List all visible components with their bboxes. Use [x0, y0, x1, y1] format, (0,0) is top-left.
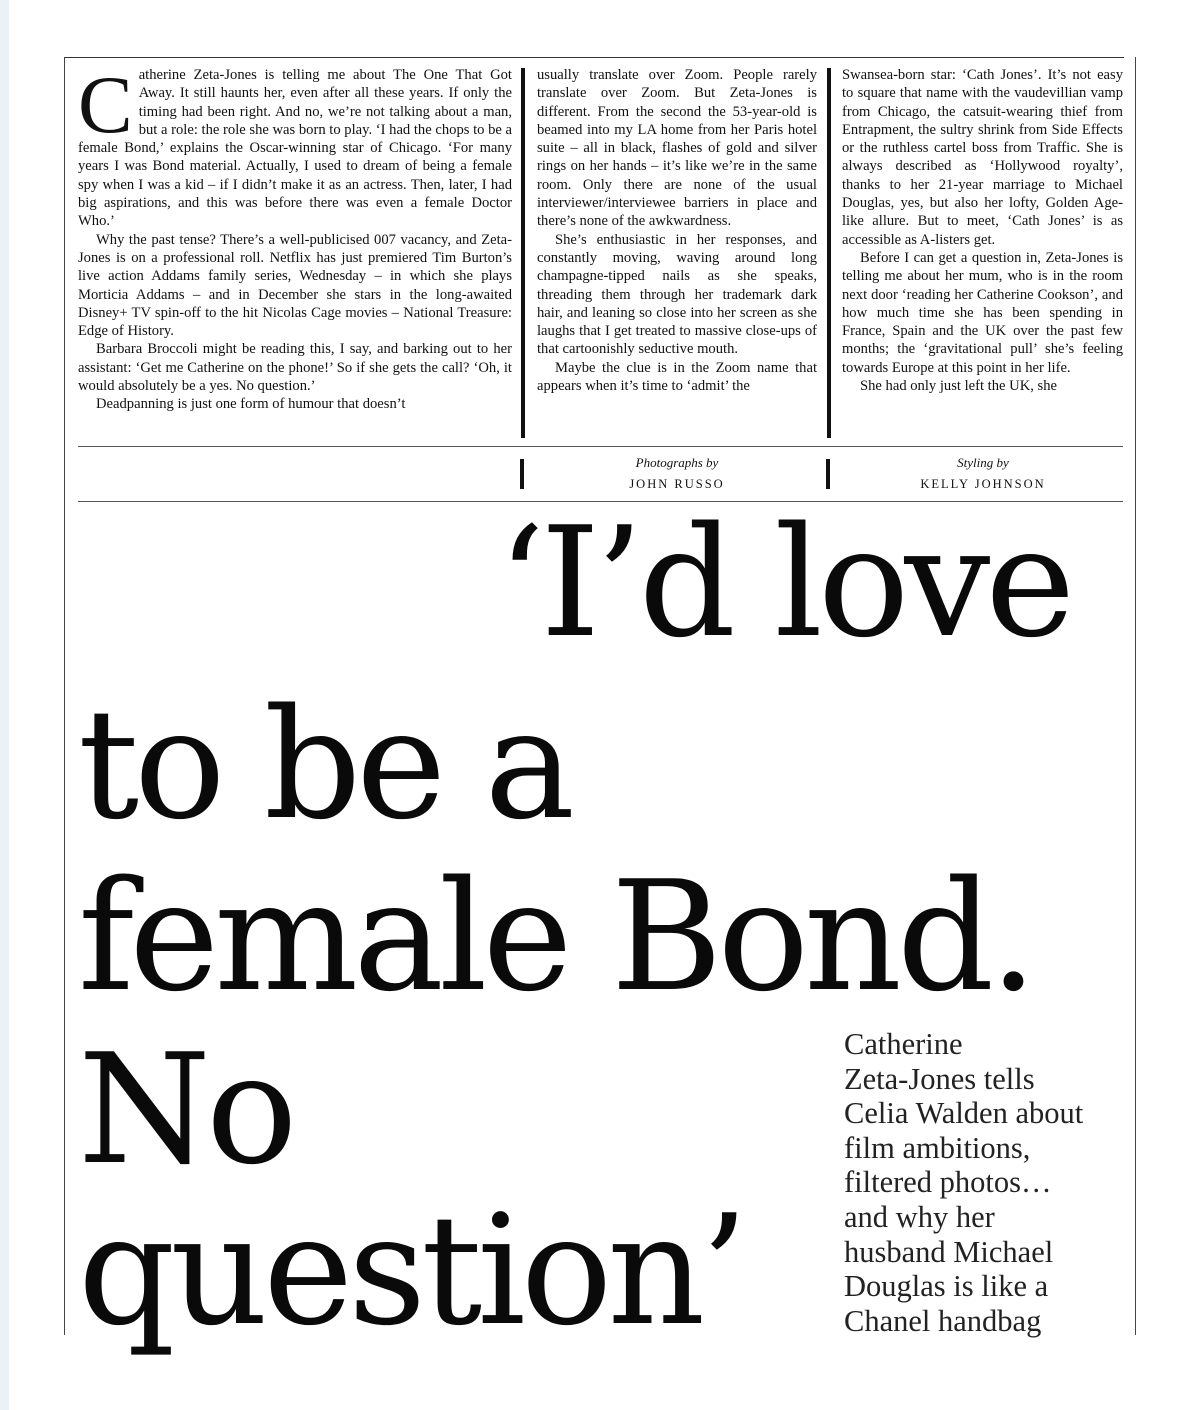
credits-top-rule [78, 446, 1123, 447]
paragraph-text: atherine Zeta-Jones is telling me about The One That Got Away. It still haunts her, even after all these years. If only the timing had been right. And no, we’re not talking about a man, but a role: the role she was born to play. ‘I had the chops to be a female Bond,’ explains the Oscar-winning star of Chicago. ‘For many years I was Bond material. Actually, I used to dream of being a female spy when I was a kid – if I didn’t make it as an actress. Then, later, I had big aspirations, and this was before there was even a female Doctor Who.’ [78, 67, 512, 230]
headline-line-3: female Bond. [78, 848, 1033, 1025]
styling-credit [853, 455, 1113, 492]
headline-line-4: No [78, 1021, 293, 1198]
article-paragraph: usually translate over Zoom. People rarely translate over Zoom. But Zeta-Jones is different. From the second the 53-year-old is beamed into my LA home from her Paris hotel suite – all in black, flashes of gold and silver rings on her hands – it’s like we’re in the same room. Only there are none of the usual interviewer/interviewee barriers in place and there’s none of the awkwardness. [537, 67, 817, 230]
frame-right-rule [1135, 57, 1136, 1335]
article-paragraph [78, 66, 512, 231]
standfirst-line: Catherine [844, 1027, 963, 1061]
page-edge-strip [0, 0, 9, 1410]
standfirst-line: film ambitions, [844, 1130, 1031, 1165]
headline-line-2: to be a [78, 676, 571, 853]
standfirst-line: Celia Walden about [844, 1096, 1084, 1131]
standfirst-line: Zeta-Jones tells [844, 1061, 1035, 1096]
frame-top-rule [64, 57, 1124, 58]
standfirst-line: filtered photos… [844, 1165, 1052, 1200]
article-paragraph: Deadpanning is just one form of humour that doesn’t [96, 396, 406, 413]
standfirst [844, 1027, 1129, 1338]
headline-line-5: question’ [78, 1182, 744, 1359]
article-column-1 [78, 66, 512, 438]
standfirst-line: Douglas is like a [844, 1269, 1049, 1304]
article-paragraph: She had only just left the UK, she [860, 378, 1057, 395]
article-paragraph: Before I can get a question in, Zeta-Jones is telling me about her mum, who is in the room next door ‘reading her Catherine Cookson’, and how much time she has been spending in France, Spain and the UK over the past few months; the ‘gravitational pull’ she’s feeling towards Europe at this point in her life. [842, 249, 1123, 376]
article-paragraph: Swansea-born star: ‘Cath Jones’. It’s not easy to square that name with the vaudevillian vamp from Chicago, the catsuit-wearing thief from Entrapment, the sultry shrink from Side Effects or the ruthless cartel boss from Traffic. She is always described as ‘Hollywood royalty’, thanks to her 21-year marriage to Michael Douglas, yes, but also her lofty, Golden Age-like allure. But to meet, ‘Cath Jones’ is as accessible as A-listers get. [842, 67, 1123, 248]
standfirst-line: and why her [844, 1199, 995, 1234]
drop-cap: C [78, 66, 133, 150]
headline-line-1: ‘I’d love [497, 494, 1071, 671]
article-paragraph: She’s enthusiastic in her responses, and constantly moving, waving around long champagne-tipped nails as she speaks, threading them through her trademark dark hair, and leaning so close into her screen as she laughs that I get treated to massive close-ups of that cartoonishly seductive mouth. [537, 231, 817, 358]
photographs-label: Photographs by [635, 455, 719, 470]
article-column-2 [537, 66, 817, 438]
standfirst-line: Chanel handbag [844, 1303, 1042, 1338]
credits-divider-2 [826, 459, 830, 489]
credits-divider-1 [520, 459, 524, 489]
standfirst-line: husband Michael [844, 1234, 1054, 1269]
stylist-name: KELLY JOHNSON [920, 477, 1046, 491]
article-paragraph: Maybe the clue is in the Zoom name that appears when it’s time to ‘admit’ the [537, 359, 817, 395]
frame-left-rule [64, 57, 65, 1335]
photographer-name: JOHN RUSSO [629, 477, 725, 491]
article-paragraph: Barbara Broccoli might be reading this, I say, and barking out to her assistant: ‘Get me Catherine on the phone!’ So if she gets the call? ‘Oh, it would absolutely be a yes. No question.’ [78, 341, 512, 395]
article-column-3 [842, 66, 1123, 438]
column-rule-2 [827, 68, 831, 438]
photographs-credit [547, 455, 807, 492]
column-rule-1 [521, 68, 525, 438]
styling-label: Styling by [957, 455, 1009, 470]
article-paragraph: Why the past tense? There’s a well-publicised 007 vacancy, and Zeta-Jones is on a professional roll. Netflix has just premiered Tim Burton’s live action Addams family series, Wednesday – in which she plays Morticia Addams – and in December she stars in the long-awaited Disney+ TV spin-off to the hit Nicolas Cage movies – National Treasure: Edge of History. [78, 231, 512, 340]
